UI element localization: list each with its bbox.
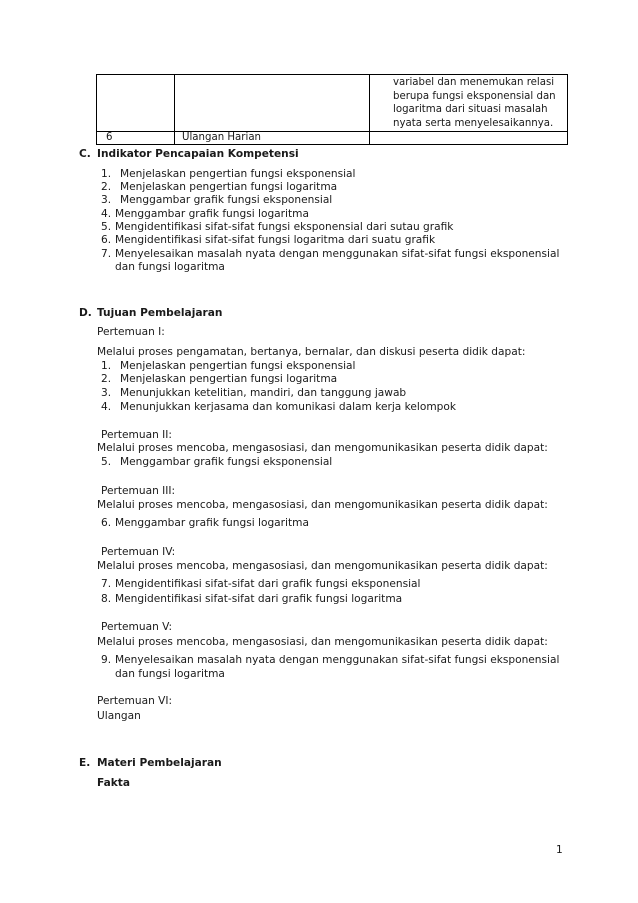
list-item-number: 5. [101,221,112,233]
list-item-text: Menggambar grafik fungsi logaritma [115,517,309,529]
section-c-title: Indikator Pencapaian Kompetensi [97,148,299,160]
meeting-heading: Pertemuan I: [97,326,165,338]
list-item-number: 5. [101,456,112,468]
list-item-text: Menggambar grafik fungsi eksponensial [120,456,333,468]
table-row-number: 6 [106,132,113,143]
table-top-border [96,74,568,75]
list-item-number: 4. [101,208,112,220]
list-item-number: 2. [101,181,112,193]
table-cell-line: berupa fungsi eksponensial dan [393,90,556,102]
section-e-letter: E. [79,757,91,769]
list-item-text: Menyelesaikan masalah nyata dengan menggunakan sifat-sifat fungsi eksponensial [115,248,560,260]
table-right-border [567,74,568,145]
list-item-number: 3. [101,387,112,399]
list-item-text: Menjelaskan pengertian fungsi logaritma [120,181,338,193]
section-d-letter: D. [79,307,92,319]
table-row-activity: Ulangan Harian [182,132,262,143]
meeting-heading: Pertemuan IV: [101,546,176,558]
table-cell-line: variabel dan menemukan relasi [393,77,555,88]
table-left-border [96,74,97,145]
list-item-text: Menjelaskan pengertian fungsi eksponensial [120,168,356,180]
list-item-text: Mengidentifikasi sifat-sifat dari grafik fungsi eksponensial [115,578,421,590]
section-e-subheading: Fakta [97,777,131,789]
list-item-text: Mengidentifikasi sifat-sifat dari grafik fungsi logaritma [115,593,403,605]
meeting-text: Ulangan [97,710,141,722]
list-item-number: 3. [101,194,112,206]
table-col-divider-1 [174,74,175,145]
list-item-text: Menunjukkan kerjasama dan komunikasi dalam kerja kelompok [120,401,456,413]
list-item-text: Menjelaskan pengertian fungsi eksponensial [120,360,356,372]
list-item-text: Menyelesaikan masalah nyata dengan menggunakan sifat-sifat fungsi eksponensial [115,654,560,666]
list-item-number: 7. [101,248,112,260]
meeting-intro: Melalui proses mencoba, mengasosiasi, dan mengomunikasikan peserta didik dapat: [97,442,548,454]
list-item-number: 8. [101,593,112,605]
section-c-letter: C. [79,148,91,160]
list-item-number: 9. [101,654,112,666]
list-item-text: Menjelaskan pengertian fungsi logaritma [120,373,338,385]
list-item-number: 1. [101,168,112,180]
meeting-heading: Pertemuan III: [101,485,176,497]
list-item-number: 7. [101,578,112,590]
table-cell-line: nyata serta menyelesaikannya. [393,117,554,129]
table-bottom-border [96,144,568,145]
list-item-text: Mengidentifikasi sifat-sifat fungsi eksponensial dari sutau grafik [115,221,454,233]
list-item-text: Mengidentifikasi sifat-sifat fungsi logaritma dari suatu grafik [115,234,436,246]
list-item-number: 1. [101,360,112,372]
list-item-text: Menggambar grafik fungsi eksponensial [120,194,333,206]
table-col-divider-2 [369,74,370,145]
list-item-number: 4. [101,401,112,413]
meeting-intro: Melalui proses mencoba, mengasosiasi, dan mengomunikasikan peserta didik dapat: [97,636,548,648]
page-number: 1 [556,844,563,856]
table-cell-line: logaritma dari situasi masalah [393,104,548,115]
meeting-intro: Melalui proses mencoba, mengasosiasi, dan mengomunikasikan peserta didik dapat: [97,560,548,572]
list-item-text-continued: dan fungsi logaritma [115,261,225,273]
meeting-heading: Pertemuan V: [101,621,173,633]
meeting-intro: Melalui proses mencoba, mengasosiasi, dan mengomunikasikan peserta didik dapat: [97,499,548,511]
list-item-number: 6. [101,234,112,246]
table-row-divider [96,131,568,132]
section-d-title: Tujuan Pembelajaran [97,307,223,319]
meeting-heading: Pertemuan VI: [97,695,173,707]
list-item-text: Menggambar grafik fungsi logaritma [115,208,309,220]
list-item-text: Menunjukkan ketelitian, mandiri, dan tanggung jawab [120,387,407,399]
section-e-title: Materi Pembelajaran [97,757,222,769]
list-item-text-continued: dan fungsi logaritma [115,668,225,680]
list-item-number: 2. [101,373,112,385]
meeting-intro: Melalui proses pengamatan, bertanya, bernalar, dan diskusi peserta didik dapat: [97,346,526,358]
meeting-heading: Pertemuan II: [101,429,172,441]
list-item-number: 6. [101,517,112,529]
